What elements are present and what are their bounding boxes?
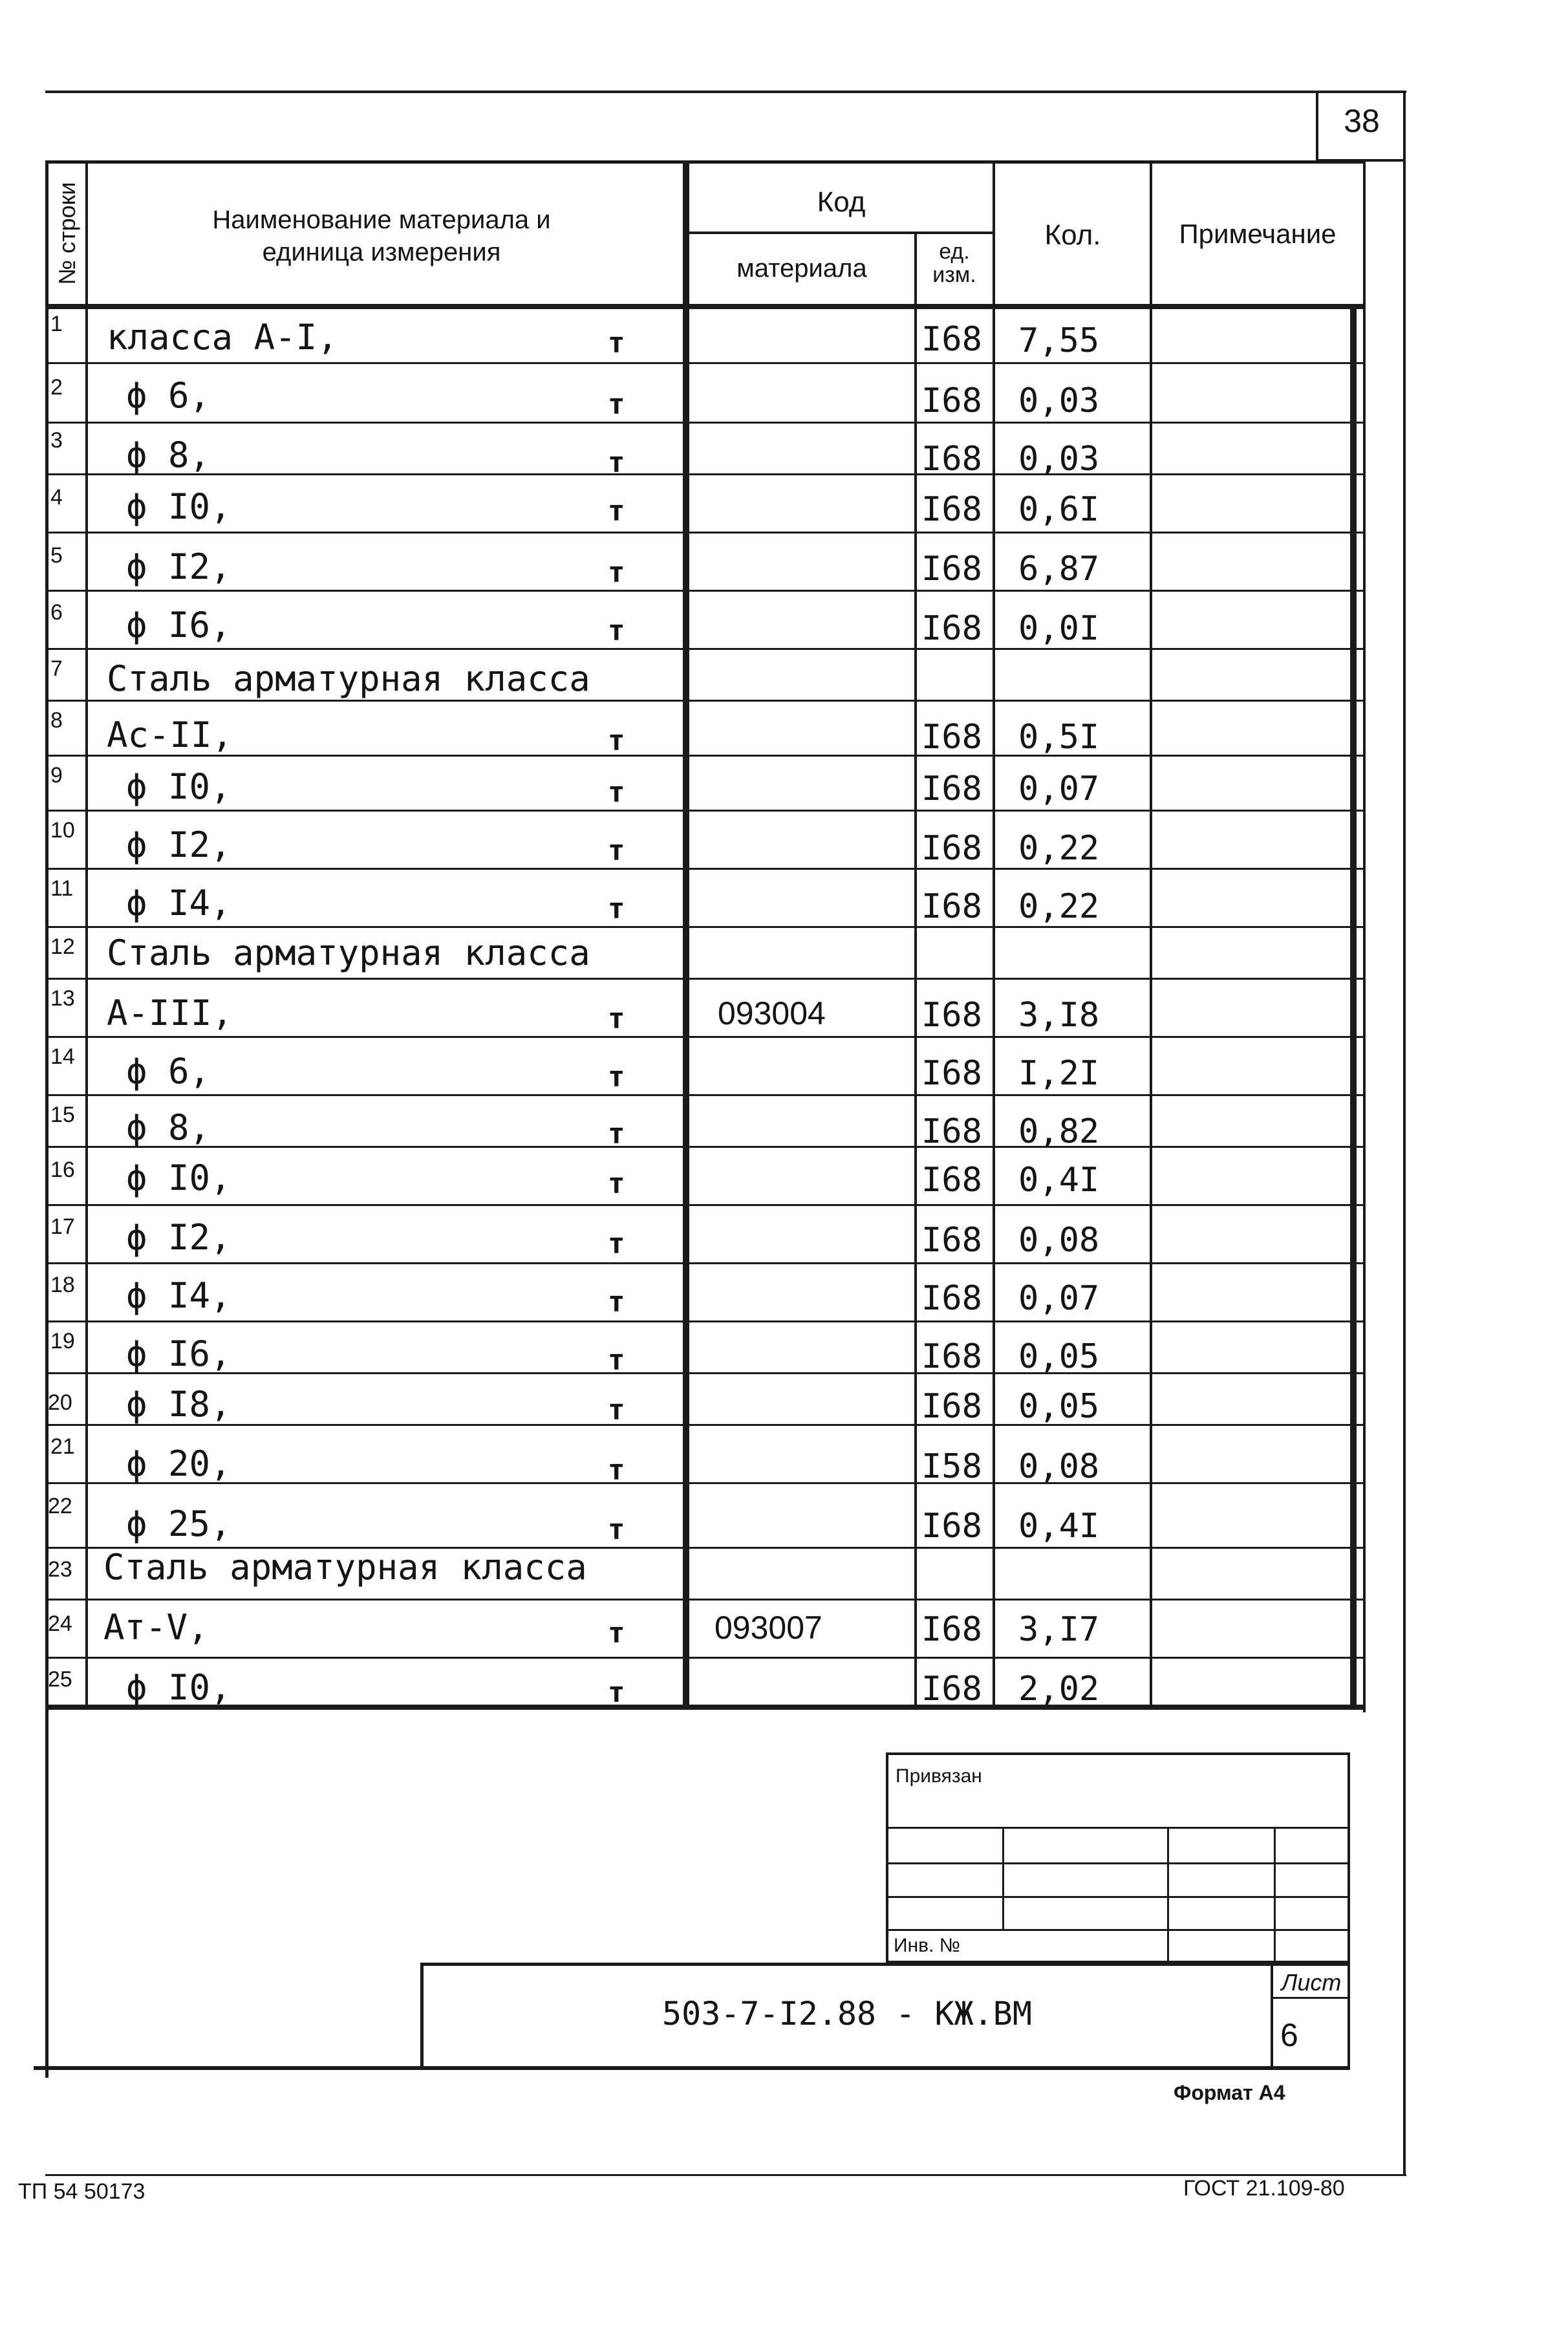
material-code: 093004 bbox=[718, 995, 826, 1031]
unit-code: I68 bbox=[921, 1507, 982, 1546]
sheet-label: Лист bbox=[1281, 1969, 1342, 1996]
row-number: 25 bbox=[48, 1667, 72, 1692]
unit-label: т bbox=[608, 1286, 625, 1319]
unit-code: I68 bbox=[921, 1387, 982, 1426]
material-name: ϕ I2, bbox=[126, 546, 231, 587]
row-number: 21 bbox=[50, 1434, 75, 1459]
quantity: 7,55 bbox=[1018, 321, 1100, 360]
unit-code: I68 bbox=[921, 887, 982, 926]
header-name: Наименование материала и единица измерения bbox=[212, 206, 551, 266]
material-name: ϕ 6, bbox=[126, 1051, 211, 1092]
row-line bbox=[47, 978, 1363, 980]
header-note: Примечание bbox=[1179, 219, 1337, 249]
row-line bbox=[47, 1372, 1363, 1374]
unit-code: I68 bbox=[921, 996, 982, 1035]
material-name: ϕ I4, bbox=[126, 883, 231, 923]
material-name: ϕ 8, bbox=[126, 1107, 211, 1148]
unit-label: т bbox=[608, 556, 625, 589]
unit-label: т bbox=[608, 1513, 625, 1546]
material-name: А-III, bbox=[107, 993, 233, 1033]
row-line bbox=[47, 1657, 1363, 1659]
row-number: 6 bbox=[50, 600, 63, 625]
row-number: 1 bbox=[50, 312, 63, 336]
row-line bbox=[47, 1599, 1363, 1600]
header-qty: Кол. bbox=[1044, 219, 1101, 251]
header-row-number: № строки bbox=[53, 182, 80, 285]
row-number: 11 bbox=[50, 876, 74, 901]
unit-label: т bbox=[608, 327, 625, 360]
row-number: 19 bbox=[50, 1329, 75, 1353]
header-code-unit: ед. изм. bbox=[932, 239, 976, 287]
quantity: 0,82 bbox=[1018, 1112, 1100, 1151]
row-line bbox=[47, 648, 1363, 650]
row-number: 18 bbox=[50, 1273, 75, 1297]
col-line-num bbox=[85, 160, 88, 1709]
stamp-box-left bbox=[886, 1752, 888, 1963]
row-line bbox=[47, 473, 1363, 475]
col-line-right-thin bbox=[1363, 160, 1366, 1712]
unit-code: I68 bbox=[921, 320, 982, 359]
unit-label: т bbox=[608, 1394, 625, 1427]
material-name: Сталь арматурная класса bbox=[103, 1547, 587, 1588]
unit-label: т bbox=[608, 1117, 625, 1150]
unit-label: т bbox=[608, 1676, 625, 1709]
left-code: ТП 54 50173 bbox=[18, 2179, 145, 2204]
unit-code: I68 bbox=[921, 770, 982, 808]
unit-label: т bbox=[608, 892, 625, 925]
doc-box-top bbox=[422, 1963, 1350, 1966]
sheet-box-left bbox=[1271, 1963, 1273, 2069]
unit-label: т bbox=[608, 724, 625, 757]
row-number: 16 bbox=[50, 1158, 75, 1182]
row-line bbox=[47, 532, 1363, 534]
quantity: 0,05 bbox=[1018, 1337, 1100, 1376]
unit-code: I68 bbox=[921, 1670, 982, 1708]
gost-label: ГОСТ 21.109-80 bbox=[1183, 2176, 1345, 2201]
stamp-line bbox=[887, 1929, 1350, 1931]
material-name: класса А-I, bbox=[107, 317, 338, 358]
quantity: 0,5I bbox=[1018, 718, 1100, 757]
stamp-line bbox=[887, 1862, 1350, 1864]
unit-code: I68 bbox=[921, 1610, 982, 1649]
unit-code: I68 bbox=[921, 718, 982, 757]
quantity: 0,0I bbox=[1018, 609, 1100, 648]
unit-label: т bbox=[608, 446, 625, 479]
unit-code: I68 bbox=[921, 490, 982, 529]
material-code: 093007 bbox=[714, 1610, 822, 1646]
unit-label: т bbox=[608, 1002, 625, 1035]
quantity: 0,03 bbox=[1018, 382, 1100, 420]
row-line bbox=[47, 590, 1363, 592]
quantity: 0,05 bbox=[1018, 1387, 1100, 1426]
quantity: 0,08 bbox=[1018, 1447, 1100, 1486]
unit-code: I68 bbox=[921, 829, 982, 868]
stamp-line bbox=[887, 1896, 1350, 1898]
table-left-border bbox=[45, 160, 48, 2078]
stamp-box-right bbox=[1348, 1752, 1350, 2069]
unit-label: т bbox=[608, 1167, 625, 1200]
header-code-material: материала bbox=[736, 254, 867, 283]
material-name: ϕ I6, bbox=[126, 1333, 231, 1374]
unit-label: т bbox=[608, 1454, 625, 1487]
col-line-mat-unit bbox=[914, 232, 917, 1709]
quantity: 0,03 bbox=[1018, 440, 1100, 479]
unit-label: т bbox=[608, 1227, 625, 1260]
doc-box-bottom bbox=[34, 2066, 1350, 2070]
stamp-vline bbox=[1002, 1827, 1004, 1930]
material-name: ϕ I8, bbox=[126, 1384, 231, 1425]
stamp-line bbox=[887, 1827, 1350, 1829]
table-top-border bbox=[45, 160, 1364, 164]
material-name: ϕ 8, bbox=[126, 435, 211, 475]
row-number: 22 bbox=[48, 1494, 72, 1518]
material-name: ϕ I2, bbox=[126, 1217, 231, 1258]
row-line bbox=[47, 700, 1363, 702]
material-name: ϕ I4, bbox=[126, 1275, 231, 1316]
row-line bbox=[47, 1320, 1363, 1322]
unit-label: т bbox=[608, 776, 625, 809]
col-line-right-bold bbox=[1350, 304, 1357, 1709]
quantity: 0,22 bbox=[1018, 887, 1100, 926]
row-line bbox=[47, 1094, 1363, 1096]
row-number: 15 bbox=[50, 1103, 75, 1127]
right-frame-line bbox=[1403, 91, 1406, 2176]
row-line bbox=[47, 1146, 1363, 1148]
page-number-box-left bbox=[1316, 91, 1318, 160]
row-line bbox=[47, 1482, 1363, 1484]
row-number: 9 bbox=[50, 763, 63, 788]
material-name: Ac-II, bbox=[107, 715, 233, 755]
quantity: 0,4I bbox=[1018, 1161, 1100, 1200]
quantity: 0,08 bbox=[1018, 1221, 1100, 1260]
row-number: 2 bbox=[50, 375, 63, 400]
row-number: 5 bbox=[50, 543, 63, 568]
unit-label: т bbox=[608, 1617, 625, 1650]
page-number: 38 bbox=[1344, 103, 1380, 139]
row-number: 20 bbox=[48, 1390, 72, 1415]
stamp-vline bbox=[1167, 1827, 1169, 1963]
quantity: 2,02 bbox=[1018, 1670, 1100, 1708]
doc-box-left bbox=[420, 1963, 424, 2069]
row-number: 12 bbox=[50, 934, 75, 959]
unit-code: I68 bbox=[921, 609, 982, 648]
unit-label: т bbox=[608, 495, 625, 528]
code-subheader-line bbox=[685, 232, 994, 234]
unit-code: I68 bbox=[921, 382, 982, 420]
row-line bbox=[47, 1036, 1363, 1038]
material-name: ϕ I0, bbox=[126, 1667, 231, 1708]
sheet-box-divider bbox=[1272, 1997, 1349, 1999]
unit-code: I68 bbox=[921, 1112, 982, 1151]
material-name: ϕ I6, bbox=[126, 605, 231, 645]
row-number: 23 bbox=[48, 1557, 72, 1582]
material-name: ϕ I0, bbox=[126, 486, 231, 527]
quantity: 0,07 bbox=[1018, 770, 1100, 808]
unit-label: т bbox=[608, 1344, 625, 1377]
material-name: ϕ I0, bbox=[126, 1158, 231, 1198]
sheet-number: 6 bbox=[1280, 2017, 1298, 2053]
quantity: 3,I8 bbox=[1018, 996, 1100, 1035]
row-line bbox=[47, 926, 1363, 928]
table-bottom-border bbox=[45, 1705, 1364, 1710]
row-number: 4 bbox=[50, 485, 63, 510]
quantity: 0,4I bbox=[1018, 1507, 1100, 1546]
row-line bbox=[47, 1262, 1363, 1264]
top-rule bbox=[45, 91, 1406, 93]
unit-code: I68 bbox=[921, 440, 982, 479]
material-name: ϕ I0, bbox=[126, 766, 231, 807]
material-name: Сталь арматурная класса bbox=[107, 658, 590, 699]
col-line-unit-qty bbox=[993, 160, 995, 1709]
row-line bbox=[47, 755, 1363, 757]
row-number: 7 bbox=[50, 656, 63, 681]
row-number: 24 bbox=[48, 1611, 72, 1636]
stamp-box-top bbox=[887, 1752, 1350, 1755]
row-number: 10 bbox=[50, 818, 75, 843]
row-line bbox=[47, 362, 1363, 364]
material-name: Ат-V, bbox=[103, 1607, 209, 1648]
unit-code: I68 bbox=[921, 1054, 982, 1093]
row-line bbox=[47, 868, 1363, 870]
col-line-name-code bbox=[683, 160, 689, 1709]
unit-label: т bbox=[608, 834, 625, 867]
quantity: 6,87 bbox=[1018, 550, 1100, 588]
stamp-vline bbox=[1274, 1827, 1276, 1963]
unit-code: I58 bbox=[921, 1447, 982, 1486]
row-number: 3 bbox=[50, 428, 63, 453]
unit-code: I68 bbox=[921, 1279, 982, 1318]
row-line bbox=[47, 1204, 1363, 1206]
material-name: ϕ 25, bbox=[126, 1503, 231, 1544]
quantity: 0,07 bbox=[1018, 1279, 1100, 1318]
row-line bbox=[47, 1424, 1363, 1426]
unit-code: I68 bbox=[921, 1161, 982, 1200]
quantity: 3,I7 bbox=[1018, 1610, 1100, 1649]
row-number: 14 bbox=[50, 1044, 75, 1069]
inv-number-label: Инв. № bbox=[894, 1935, 960, 1956]
material-name: ϕ 20, bbox=[126, 1443, 231, 1484]
stamp-privyazan-label: Привязан bbox=[896, 1765, 982, 1787]
document-code: 503-7-I2.88 - КЖ.ВМ bbox=[662, 1995, 1032, 2032]
unit-label: т bbox=[608, 388, 625, 421]
quantity: I,2I bbox=[1018, 1054, 1100, 1093]
unit-label: т bbox=[608, 1061, 625, 1094]
row-number: 17 bbox=[50, 1214, 75, 1239]
row-line bbox=[47, 422, 1363, 424]
row-line bbox=[47, 810, 1363, 812]
col-line-qty-note bbox=[1150, 160, 1152, 1709]
unit-code: I68 bbox=[921, 1221, 982, 1260]
material-name: ϕ 6, bbox=[126, 375, 211, 416]
format-label: Формат А4 bbox=[1174, 2081, 1285, 2104]
unit-label: т bbox=[608, 614, 625, 647]
header-bottom-border bbox=[45, 304, 1364, 309]
unit-code: I68 bbox=[921, 550, 982, 588]
row-number: 13 bbox=[50, 986, 75, 1011]
material-name: ϕ I2, bbox=[126, 824, 231, 865]
row-number: 8 bbox=[50, 708, 63, 733]
unit-code: I68 bbox=[921, 1337, 982, 1376]
header-code: Код bbox=[817, 186, 866, 218]
quantity: 0,22 bbox=[1018, 829, 1100, 868]
material-name: Сталь арматурная класса bbox=[107, 932, 590, 973]
quantity: 0,6I bbox=[1018, 490, 1100, 529]
